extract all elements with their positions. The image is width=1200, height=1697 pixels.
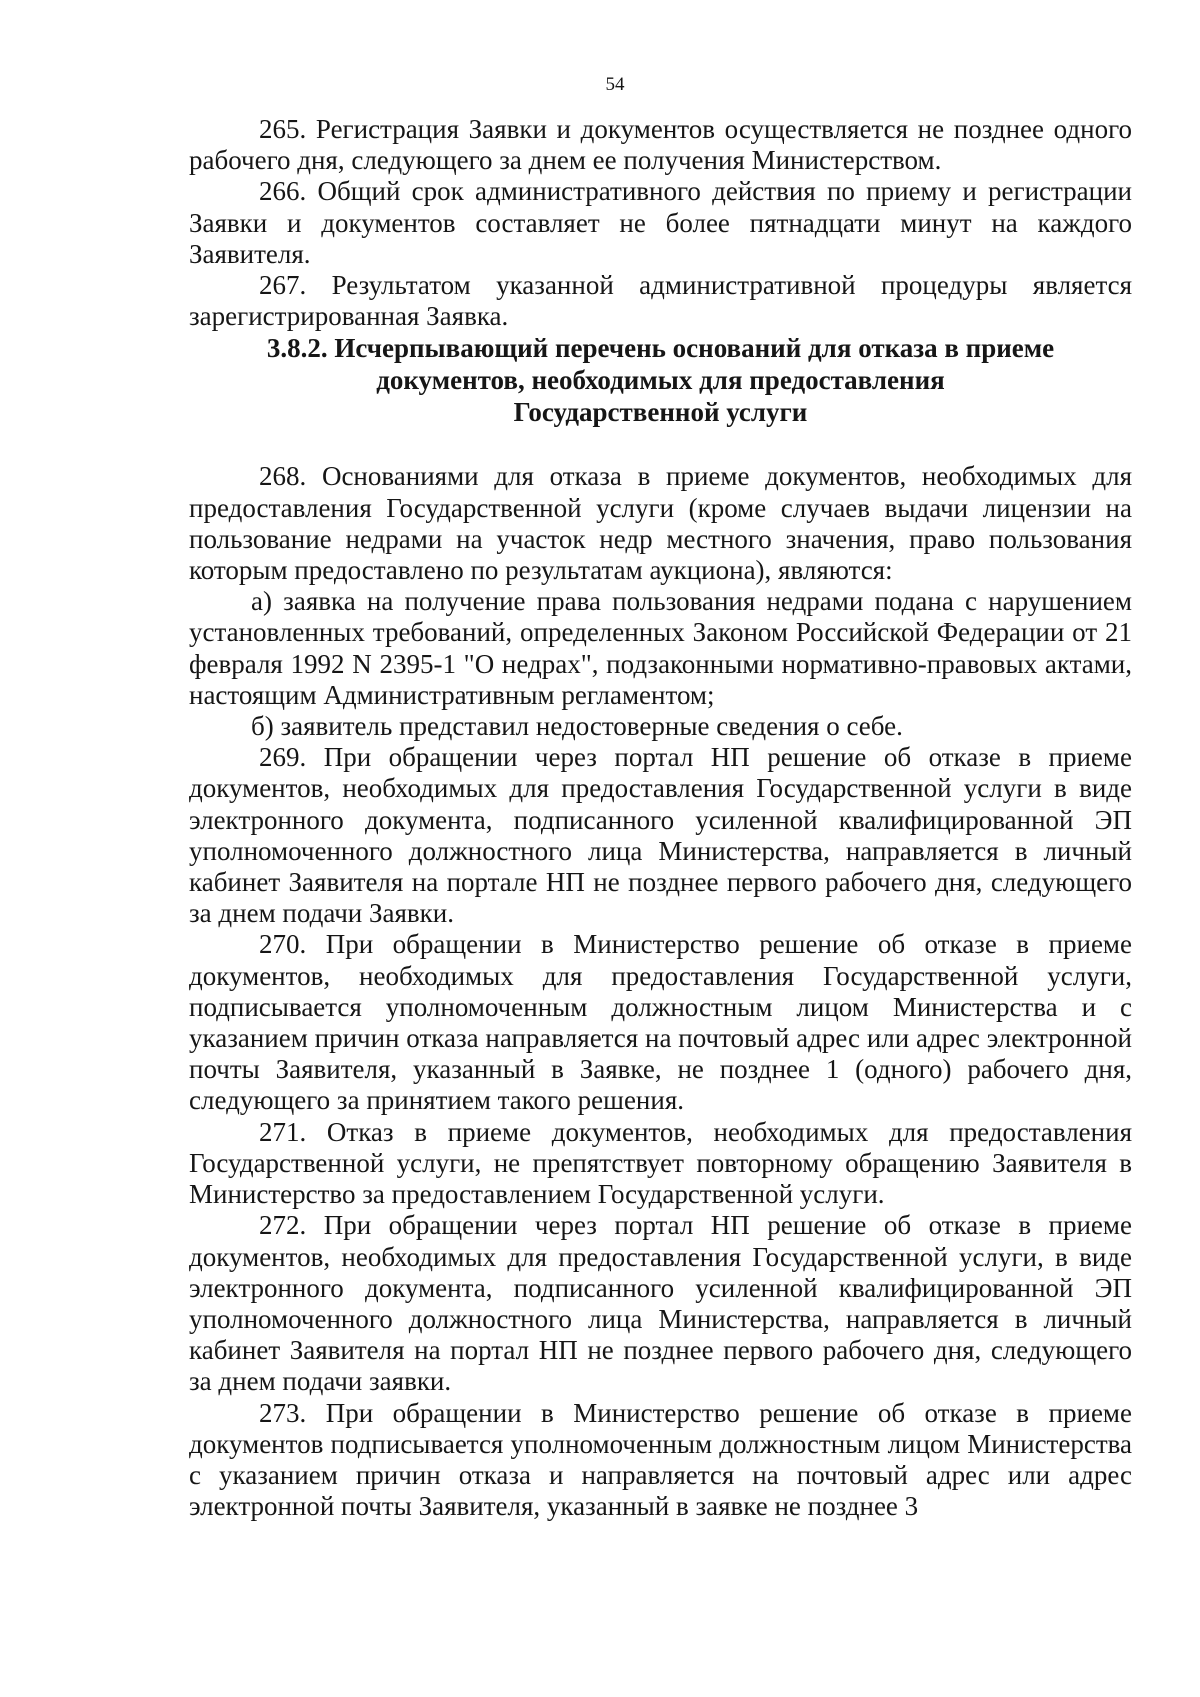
paragraph-265: 265. Регистрация Заявки и документов осуществляется не позднее одного рабочего дня, следующего за днем ее получения Министерством. [189,114,1132,176]
paragraph-272: 272. При обращении через портал НП решение об отказе в приеме документов, необходимых для предоставления Государственной услуги, в виде электронного документа, подписанного усиленной квалифицированной ЭП уполномоченного должностного лица Министерства, направляется в личный кабинет Заявителя на портал НП не позднее первого рабочего дня, следующего за днем подачи заявки. [189,1210,1132,1397]
paragraph-270: 270. При обращении в Министерство решение об отказе в приеме документов, необходимых для предоставления Государственной услуги, подписывается уполномоченным должностным лицом Министерства и с указанием причин отказа направляется на почтовый адрес или адрес электронной почты Заявителя, указанный в Заявке, не позднее 1 (одного) рабочего дня, следующего за принятием такого решения. [189,929,1132,1116]
paragraph-273: 273. При обращении в Министерство решение об отказе в приеме документов подписывается уполномоченным должностным лицом Министерства с указанием причин отказа и направляется на почтовый адрес или адрес электронной почты Заявителя, указанный в заявке не позднее 3 [189,1397,1132,1522]
section-heading [189,332,1132,428]
paragraph-266: 266. Общий срок административного действия по приему и регистрации Заявки и документов составляет не более пятнадцати минут на каждого Заявителя. [189,176,1132,269]
page-number: 54 [605,74,625,95]
section-heading-line-2: документов, необходимых для предоставления [376,365,945,396]
list-item-b: б) заявитель представил недостоверные сведения о себе. [251,711,903,742]
paragraph-267: 267. Результатом указанной административной процедуры является зарегистрированная Заявка. [189,270,1132,332]
list-item-a: а) заявка на получение права пользования недрами подана с нарушением установленных требований, определенных Законом Российской Федерации от 21 февраля 1992 N 2395-1 "О недрах", подзаконными нормативно-правовых актами, настоящим Административным регламентом; [189,586,1132,710]
section-heading-line-3: Государственной услуги [513,397,808,428]
section-heading-line-1: 3.8.2. Исчерпывающий перечень оснований для отказа в приеме [266,333,1055,364]
document-body [189,114,1132,1522]
paragraph-269: 269. При обращении через портал НП решение об отказе в приеме документов, необходимых для предоставления Государственной услуги в виде электронного документа, подписанного усиленной квалифицированной ЭП уполномоченного должностного лица Министерства, направляется в личный кабинет Заявителя на портале НП не позднее первого рабочего дня, следующего за днем подачи Заявки. [189,742,1132,929]
paragraph-271: 271. Отказ в приеме документов, необходимых для предоставления Государственной услуги, не препятствует повторному обращению Заявителя в Министерство за предоставлением Государственной услуги. [189,1116,1132,1210]
paragraph-268: 268. Основаниями для отказа в приеме документов, необходимых для предоставления Государственной услуги (кроме случаев выдачи лицензии на пользование недрами на участок недр местного значения, право пользования которым предоставлено по результатам аукциона), являются: [189,461,1132,586]
